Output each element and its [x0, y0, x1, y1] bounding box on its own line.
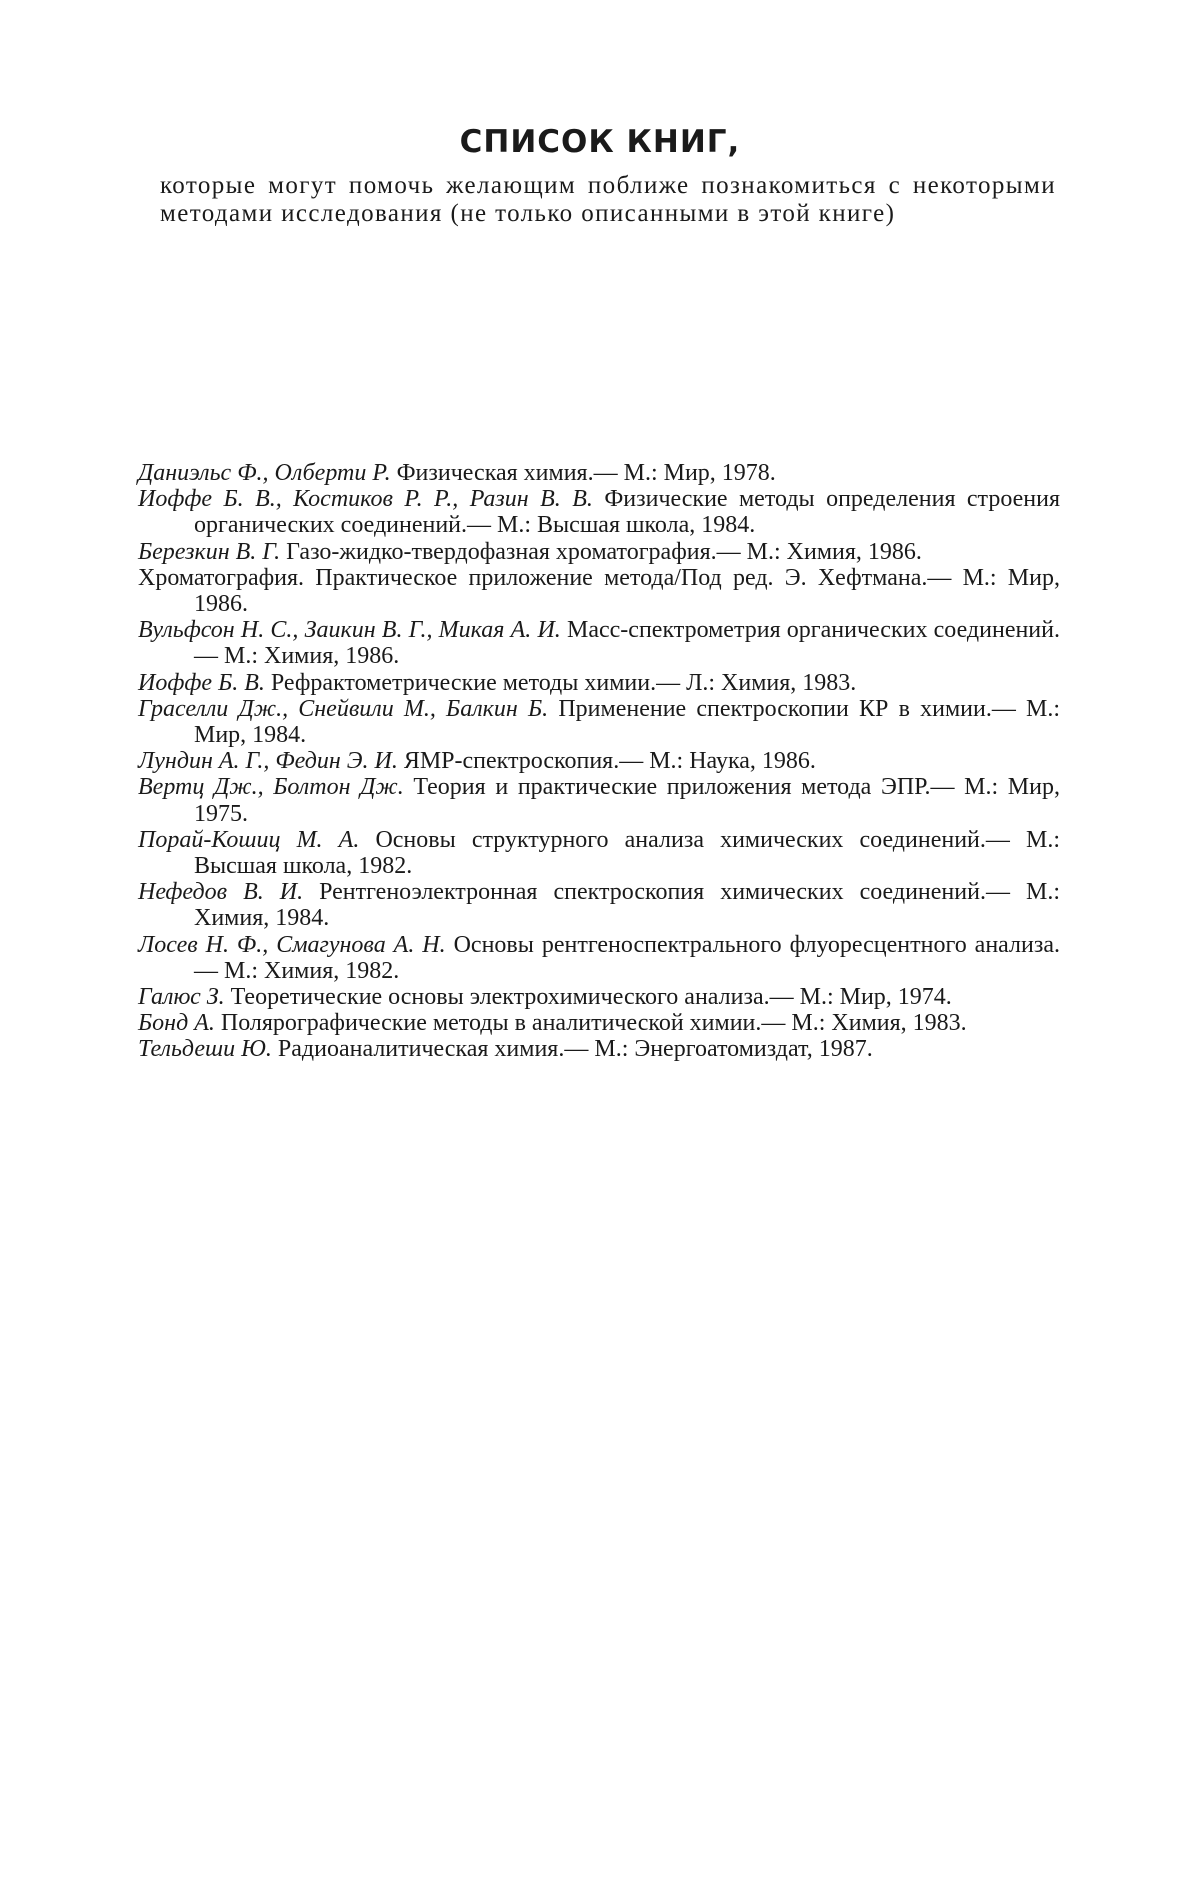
entry-text: Применение спектроскопии КР в химии.— М.: Мир, 1984. [194, 695, 1061, 749]
entry-text: Хроматография. Практическое приложение метода/Под ред. Э. Хефтмана.— М.: Мир, 1986. [138, 564, 1060, 618]
bibliography-entry [138, 932, 1060, 984]
bibliography-entry [138, 670, 1060, 696]
entry-text: Теоретические основы электрохимического анализа.— М.: Мир, 1974. [230, 984, 952, 1011]
entry-authors: Вертц Дж., Болтон Дж. [138, 774, 404, 801]
bibliography-entry [138, 1036, 1060, 1062]
bibliography-entry [138, 696, 1060, 748]
entry-text: Основы рентгеноспектрального флуоресцентного анализа.— М.: Химия, 1982. [194, 931, 1060, 984]
entry-text: Полярографические методы в аналитической химии.— М.: Химия, 1983. [220, 1010, 967, 1037]
bibliography-entry [138, 879, 1060, 931]
entry-text: Теория и практические приложения метода ЭПР.— М.: Мир, 1975. [194, 774, 1060, 827]
entry-authors: Порай-Кошиц М. А. [138, 826, 360, 853]
entry-authors: Граселли Дж., Снейвили М., Балкин Б. [138, 695, 549, 722]
page-subtitle: которые могут помочь желающим поближе познакомиться с некоторыми методами исследования (не только описанными в этой книге) [160, 172, 1056, 227]
bibliography-entry [138, 984, 1060, 1010]
bibliography-entry [138, 460, 1060, 486]
bibliography-entry [138, 565, 1060, 617]
entry-authors: Иоффе Б. В., Костиков Р. Р., Разин В. В. [138, 486, 593, 513]
bibliography-entry [138, 539, 1060, 565]
bibliography-entry [138, 827, 1060, 879]
entry-text: Рентгеноэлектронная спектроскопия химических соединений.— М.: Химия, 1984. [194, 879, 1060, 932]
entry-text: Физическая химия.— М.: Мир, 1978. [396, 460, 776, 486]
entry-authors: Галюс З. [138, 984, 225, 1011]
entry-text: Основы структурного анализа химических соединений.— М.: Высшая школа, 1982. [194, 826, 1060, 880]
entry-authors: Тельдеши Ю. [138, 1036, 272, 1063]
bibliography-list [138, 460, 1060, 1063]
entry-text: Рефрактометрические методы химии.— Л.: Химия, 1983. [270, 669, 857, 696]
bibliography-entry [138, 1010, 1060, 1036]
entry-text: Газо-жидко-твердофазная хроматография.— М.: Химия, 1986. [286, 538, 922, 565]
bibliography-entry [138, 617, 1060, 669]
entry-text: Масс-спектрометрия органических соединений.— М.: Химия, 1986. [194, 617, 1060, 670]
entry-text: ЯМР-спектроскопия.— М.: Наука, 1986. [403, 748, 816, 775]
bibliography-entry [138, 486, 1060, 538]
entry-authors: Бонд А. [138, 1010, 215, 1037]
entry-authors: Лундин А. Г., Федин Э. И. [138, 748, 398, 775]
entry-authors: Иоффе Б. В. [138, 669, 265, 696]
entry-authors: Нефедов В. И. [138, 879, 304, 906]
bibliography-entry [138, 774, 1060, 826]
bibliography-entry [138, 748, 1060, 774]
entry-authors: Даниэльс Ф., Олберти Р. [138, 460, 391, 486]
entry-authors: Березкин В. Г. [138, 538, 281, 565]
entry-authors: Вульфсон Н. С., Заикин В. Г., Микая А. И. [138, 617, 561, 644]
entry-authors: Лосев Н. Ф., Смагунова А. Н. [138, 931, 446, 958]
entry-text: Физические методы определения строения органических соединений.— М.: Высшая школа, 1984. [194, 486, 1061, 539]
page-title: СПИСОК КНИГ, [459, 124, 741, 160]
entry-text: Радиоаналитическая химия.— М.: Энергоатомиздат, 1987. [277, 1036, 873, 1063]
